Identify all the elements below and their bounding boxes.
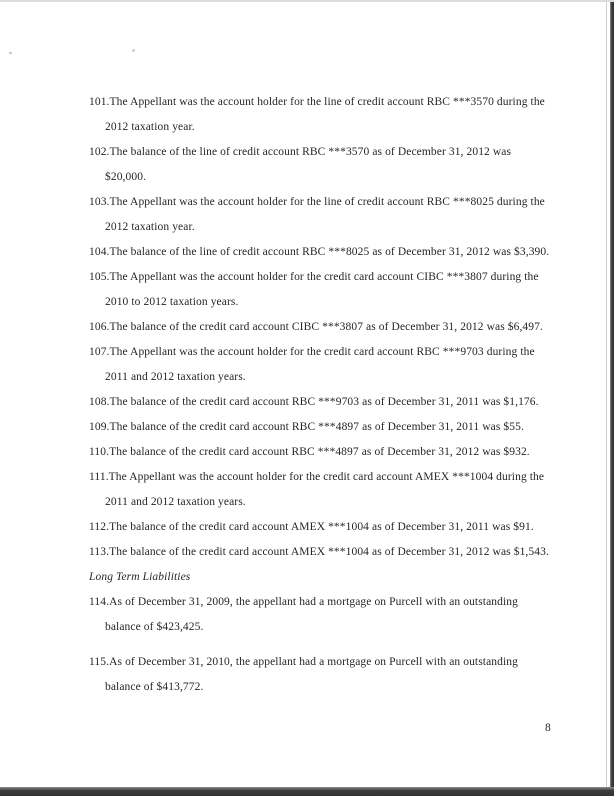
text-line: 102.The balance of the line of credit account RBC ***3570 as of December 31, 2012 was [89,146,512,158]
paragraph-number: 104. [89,246,110,258]
paragraph-number: 112. [89,521,110,533]
text-line: 109.The balance of the credit card account RBC ***4897 as of December 31, 2011 was $55. [89,421,524,433]
paragraph-number: 113. [89,546,110,558]
paragraph-number: 103. [89,196,110,208]
numbered-paragraph [89,440,559,465]
scan-right-inner-line [606,2,607,787]
paragraph-number: 110. [89,446,110,458]
paragraph-number: 108. [89,396,110,408]
numbered-paragraph [89,240,559,265]
text-line: 2010 to 2012 taxation years. [105,296,239,308]
scan-right-edge [610,2,614,796]
text-line: 115.As of December 31, 2010, the appellant had a mortgage on Purcell with an outstanding [89,656,518,668]
numbered-paragraph [89,265,559,315]
scan-speck [9,52,12,54]
text-line: 2011 and 2012 taxation years. [105,371,246,383]
numbered-paragraph [89,540,559,565]
numbered-paragraph [89,465,559,515]
text-line: 103.The Appellant was the account holder for the line of credit account RBC ***8025 during the [89,196,545,208]
scan-top-edge [0,0,614,2]
text-line: 108.The balance of the credit card account RBC ***9703 as of December 31, 2011 was $1,176. [89,396,539,408]
numbered-paragraph [89,340,559,390]
text-line: 106.The balance of the credit card account CIBC ***3807 as of December 31, 2012 was $6,497. [89,321,543,333]
paragraph-number: 115. [89,656,110,668]
numbered-paragraph [89,650,559,700]
scan-bottom-edge [0,787,614,796]
section-heading [89,565,559,590]
paragraph-number: 114. [89,596,110,608]
numbered-paragraph [89,590,559,640]
numbered-paragraph [89,515,559,540]
numbered-paragraph [89,90,559,140]
text-line: 112.The balance of the credit card account AMEX ***1004 as of December 31, 2011 was $91. [89,521,534,533]
text-line: Long Term Liabilities [89,571,191,583]
numbered-paragraph [89,415,559,440]
text-line: 114.As of December 31, 2009, the appellant had a mortgage on Purcell with an outstanding [89,596,518,608]
numbered-paragraph [89,190,559,240]
text-line: 101.The Appellant was the account holder for the line of credit account RBC ***3570 during the [89,96,545,108]
paragraph-number: 111. [89,471,109,483]
text-line: 104.The balance of the line of credit account RBC ***8025 as of December 31, 2012 was $3,390. [89,246,550,258]
numbered-paragraph [89,315,559,340]
numbered-paragraph [89,390,559,415]
text-line: 2011 and 2012 taxation years. [105,496,246,508]
paragraph-number: 101. [89,96,110,108]
document-body [89,90,559,700]
text-line: 105.The Appellant was the account holder for the credit card account CIBC ***3807 during the [89,271,539,283]
scan-speck [132,49,135,52]
text-line: 111.The Appellant was the account holder for the credit card account AMEX ***1004 during the [89,471,545,483]
text-line: balance of $423,425. [105,621,204,633]
text-line: balance of $413,772. [105,681,204,693]
page-number: 8 [545,722,551,734]
paragraph-number: 107. [89,346,110,358]
paragraph-number: 109. [89,421,110,433]
numbered-paragraph [89,140,559,190]
text-line: 113.The balance of the credit card account AMEX ***1004 as of December 31, 2012 was $1,543. [89,546,549,558]
paragraph-number: 105. [89,271,110,283]
text-line: 2012 taxation year. [105,121,195,133]
text-line: 2012 taxation year. [105,221,195,233]
text-line: 110.The balance of the credit card account RBC ***4897 as of December 31, 2012 was $932. [89,446,530,458]
paragraph-number: 102. [89,146,110,158]
text-line: 107.The Appellant was the account holder for the credit card account RBC ***9703 during the [89,346,535,358]
paragraph-number: 106. [89,321,110,333]
text-line: $20,000. [105,171,147,183]
